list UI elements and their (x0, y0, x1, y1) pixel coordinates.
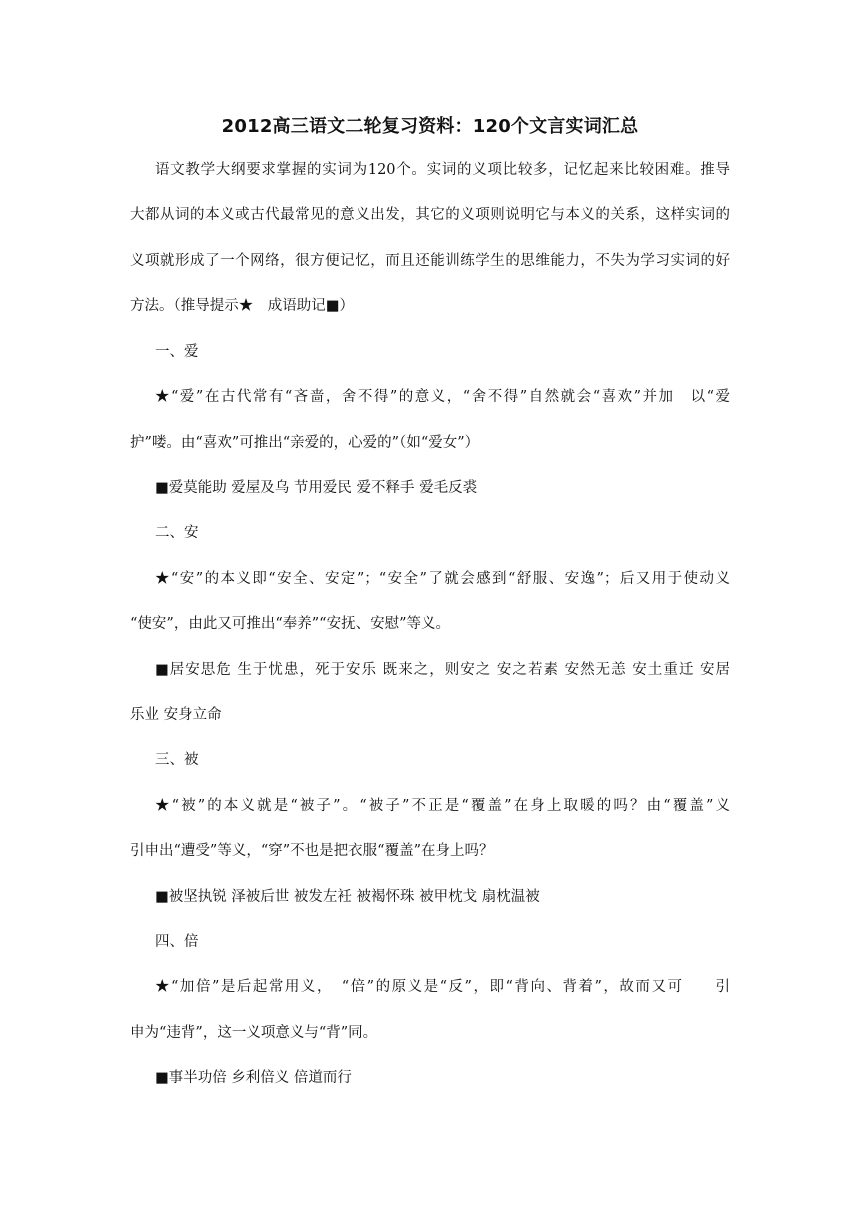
entry-heading: 二、安 (155, 525, 199, 541)
entry-heading: 一、爱 (155, 344, 199, 360)
document-title: 2012高三语文二轮复习资料：120个文言实词汇总 (221, 116, 639, 137)
entry-derivation-line: 护”喽。由“喜欢”可推出“亲爱的，心爱的”（如“爱女”） (130, 435, 480, 451)
entry-derivation-line: ★“爱”在古代常有“吝啬，舍不得”的意义，“舍不得”自然就会“喜欢”并加 以“爱 (155, 389, 730, 405)
entry-idioms-line: 乐业 安身立命 (130, 707, 222, 723)
entry-idioms-line: ■被坚执锐 泽被后世 被发左衽 被褐怀珠 被甲枕戈 扇枕温被 (155, 889, 540, 905)
intro-line: 义项就形成了一个网络，很方便记忆，而且还能训练学生的思维能力，不失为学习实词的好 (130, 253, 730, 269)
entry-derivation-line: ★“加倍”是后起常用义， “倍”的原义是“反”，即“背向、背着”，故而又可 引 (155, 979, 730, 995)
entry-idioms-line: ■事半功倍 乡利倍义 倍道而行 (155, 1070, 352, 1086)
intro-line: 大都从词的本义或古代最常见的意义出发，其它的义项则说明它与本义的关系，这样实词的 (130, 207, 730, 223)
entry-derivation-line: “使安”，由此又可推出“奉养”“安抚、安慰”等义。 (130, 616, 450, 632)
entry-heading: 三、被 (155, 752, 199, 768)
entry-derivation-line: ★“被”的本义就是“被子”。“被子”不正是“覆盖”在身上取暖的吗？由“覆盖”义 (155, 798, 730, 814)
entry-derivation-line: ★“安”的本义即“安全、安定”；“安全”了就会感到“舒服、安逸”；后又用于使动义 (155, 571, 730, 587)
entry-derivation-line: 引申出“遭受”等义，“穿”不也是把衣服“覆盖”在身上吗？ (130, 843, 494, 859)
entry-idioms-line: ■爱莫能助 爱屋及乌 节用爱民 爱不释手 爱毛反裘 (155, 480, 478, 496)
entry-idioms-line: ■居安思危 生于忧患，死于安乐 既来之，则安之 安之若素 安然无恙 安土重迁 安居 (155, 662, 730, 678)
entry-heading: 四、倍 (155, 934, 199, 950)
entry-derivation-line: 申为“违背”，这一义项意义与“背”同。 (130, 1025, 378, 1041)
intro-line: 语文教学大纲要求掌握的实词为120个。实词的义项比较多，记忆起来比较困难。推导 (155, 162, 730, 178)
intro-line: 方法。（推导提示★ 成语助记■） (130, 298, 354, 314)
